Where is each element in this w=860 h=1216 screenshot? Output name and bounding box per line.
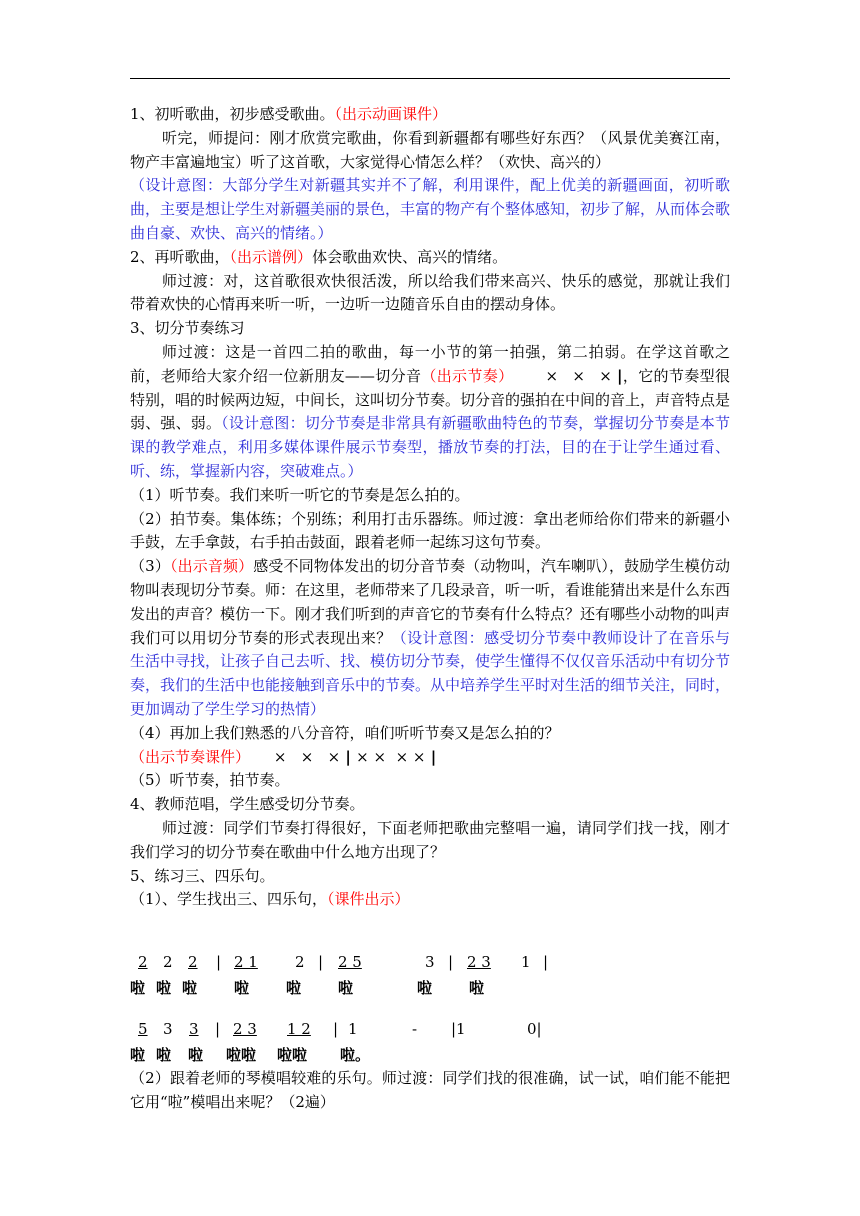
- section-2-title-rest: 体会歌曲欢快、高兴的情绪。: [312, 247, 508, 266]
- step-5: （5）听节奏，拍节奏。: [130, 771, 290, 790]
- syncopation-rhythm: [513, 365, 622, 389]
- rhythm-notes-a: × × ×: [273, 747, 341, 766]
- score-note: |1: [451, 1020, 466, 1038]
- section-3-text: 师过渡：这是一首四二拍的歌曲，每一小节的第一拍强，第二拍弱。在学这首歌之前，老师给大家介绍一位新朋友——切分音: [130, 342, 730, 385]
- section-1-heading: [130, 103, 730, 127]
- header-rule: [130, 78, 730, 79]
- step-4-annotation: （出示节奏课件）: [130, 747, 251, 766]
- section-2-title: 2、再听歌曲，: [130, 247, 230, 266]
- section-5-heading: 5、练习三、四乐句。: [130, 866, 275, 885]
- section-3-text-rest: ，它的节奏型很特别，唱的时候两边短，中间长，这叫切分节奏。切分音的强拍在中间的音上，声音特点是弱、强、弱。: [130, 366, 731, 433]
- rhythm-notes-b: × × × ×: [356, 747, 426, 766]
- section-3-annotation: （出示节奏）: [421, 366, 514, 385]
- section-4-paragraph: 师过渡：同学们节奏打得很好，下面老师把歌曲完整唱一遍，请同学们找一找，刚才我们学习的切分节奏在歌曲中什么地方出现了？: [130, 818, 730, 861]
- step-4: （4）再加上我们熟悉的八分音符，咱们听听节奏又是怎么拍的？: [130, 723, 560, 742]
- section-1-annotation: （出示动画课件）: [334, 105, 448, 123]
- score-lyric: 啦: [417, 979, 433, 997]
- score-lyric: 啦: [338, 979, 354, 997]
- section-5-step-1-text: （1）、学生找出三、四乐句，: [130, 890, 328, 909]
- rhythm-barline: |: [340, 747, 357, 766]
- score-note: 0|: [527, 1020, 542, 1038]
- score-note: 2: [163, 953, 173, 971]
- score-barline: |: [448, 953, 454, 971]
- rhythm-barline: |: [611, 366, 623, 385]
- score-lyric: 啦: [234, 979, 250, 997]
- step-4-rhythm-line: [130, 746, 730, 770]
- score-lyric: 啦啦: [277, 1046, 308, 1064]
- score-note: 5: [138, 1020, 148, 1038]
- score-note: 2: [188, 953, 198, 971]
- score-barline: |: [333, 1020, 339, 1038]
- rhythm-notes: × × ×: [545, 366, 612, 385]
- score-note: 2: [138, 953, 148, 971]
- step-1: （1）听节奏。我们来听一听它的节奏是怎么拍的。: [130, 485, 470, 504]
- section-5-step-1: [130, 888, 730, 912]
- section-3-design-note: （设计意图：切分节奏是非常具有新疆歌曲特色的节奏，掌握切分节奏是本节课的教学难点，利用多媒体课件展示节奏型，播放节奏的打法，目的在于让学生通过看、听、练，掌握新内容，突破难点。）: [130, 414, 730, 480]
- score-lyric: 啦: [130, 979, 146, 997]
- score-lyric: 啦: [130, 1046, 146, 1064]
- score-note: 1: [348, 1020, 358, 1038]
- score-lyric: 啦。: [340, 1046, 371, 1064]
- rhythm-barline: |: [425, 747, 437, 766]
- section-5-step-2-text: （2）跟着老师的琴模唱较难的乐句。师过渡：同学们找的很准确，试一试，咱们能不能把它用“啦”模唱出来呢？（2遍）: [130, 1069, 730, 1111]
- step-3-annotation: （出示音频）: [169, 557, 254, 576]
- score-lyric: 啦: [182, 979, 198, 997]
- section-3-heading: 3、切分节奏练习: [130, 319, 245, 338]
- section-2-annotation: （出示谱例）: [229, 247, 313, 266]
- score-note: -: [412, 1020, 418, 1038]
- step-3-label: （3）: [130, 557, 170, 576]
- section-3-paragraph: [130, 341, 730, 484]
- score-note: 3: [163, 1020, 173, 1038]
- score-note: 3: [189, 1020, 199, 1038]
- step-3-design-note: （设计意图：感受切分节奏中教师设计了在音乐与生活中寻找，让孩子自己去听、找、模仿切分节奏，使学生懂得不仅仅音乐活动中有切分节奏，我们的生活中也能接触到音乐中的节奏。从中培养学生平时对生活的细节关注，同时，更加调动了学生学习的热情）: [130, 628, 731, 718]
- score-barline: |: [216, 953, 222, 971]
- score-lyric: 啦: [156, 1046, 172, 1064]
- step-2: （2）拍节奏。集体练；个别练；利用打击乐器练。师过渡：拿出老师给你们带来的新疆小手鼓，左手拿鼓，右手拍击鼓面，跟着老师一起练习这句节奏。: [130, 509, 730, 552]
- score-lyric: 啦: [156, 979, 172, 997]
- section-5-step-2: [130, 1067, 730, 1115]
- score-note: 2 5: [338, 953, 362, 971]
- section-5-step-1-annotation: （课件出示）: [327, 890, 410, 909]
- section-1-paragraph: 听完，师提问：刚才欣赏完歌曲，你看到新疆都有哪些好东西？（风景优美赛江南，物产丰富遍地宝）听了这首歌，大家觉得心情怎么样？（欢快、高兴的）: [130, 128, 730, 171]
- score-note: 1: [521, 953, 531, 971]
- section-2-heading: [130, 246, 730, 270]
- score-lyric: 啦: [469, 979, 485, 997]
- section-1-design-note: （设计意图：大部分学生对新疆其实并不了解，利用课件，配上优美的新疆画面，初听歌曲，主要是想让学生对新疆美丽的景色，丰富的物产有个整体感知，初步了解，从而体会歌曲自豪、欢快、高兴的情绪。）: [130, 176, 731, 242]
- step-3: [130, 555, 730, 722]
- document-body: [130, 103, 730, 912]
- score-lyric: 啦: [286, 979, 302, 997]
- score-note: 1 2: [287, 1020, 311, 1038]
- score-note: 3: [425, 953, 435, 971]
- score-note: 2 3: [467, 953, 491, 971]
- score-barline: |: [543, 953, 549, 971]
- section-4-heading: 4、教师范唱，学生感受切分节奏。: [130, 795, 365, 814]
- section-1-title: 1、初听歌曲，初步感受歌曲。: [130, 105, 335, 123]
- score-barline: |: [318, 953, 324, 971]
- score-lyric: 啦: [188, 1046, 204, 1064]
- score-barline: |: [215, 1020, 221, 1038]
- step-3-text: 感受不同物体发出的切分音节奏（动物叫，汽车喇叭），鼓励学生模仿动物叫表现切分节奏。师：在这里，老师带来了几段录音，听一听，看谁能猜出来是什么东西发出的声音？模仿一下。刚才我们听到的声音它的节奏有什么特点？还有哪些小动物的叫声我们可以用切分节奏的形式表现出来？: [130, 557, 731, 647]
- score-note: 2 1: [234, 953, 258, 971]
- score-lyric: 啦啦: [226, 1046, 257, 1064]
- score-note: 2: [295, 953, 305, 971]
- score-note: 2 3: [233, 1020, 257, 1038]
- section-2-paragraph: 师过渡：对，这首歌很欢快很活泼，所以给我们带来高兴、快乐的感觉，那就让我们带着欢快的心情再来听一听，一边听一边随音乐自由的摆动身体。: [130, 271, 730, 314]
- numbered-score-line-1: [130, 953, 730, 1003]
- numbered-score-line-2: [130, 1020, 730, 1070]
